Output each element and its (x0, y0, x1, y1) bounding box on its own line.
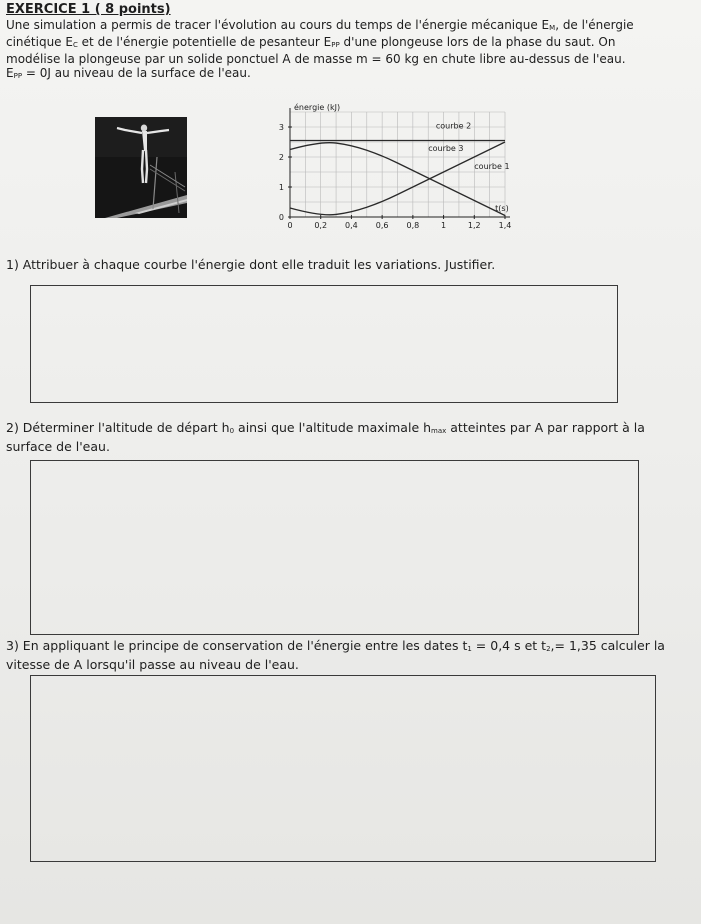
x-tick-label: 1 (441, 221, 447, 230)
question-text: = 0,4 s et t (471, 638, 547, 653)
x-tick-label: 0,8 (406, 221, 420, 230)
question-2 (6, 420, 696, 454)
intro-text: = 0J au niveau de la surface de l'eau. (22, 66, 251, 80)
intro-text: et de l'énergie potentielle de pesanteur E (77, 35, 332, 49)
subscript: 2 (546, 645, 551, 653)
intro-text: Une simulation a permis de tracer l'évolution au cours du temps de l'énergie mécanique E (6, 18, 550, 32)
question-text: ,= 1,35 calculer la (550, 638, 665, 653)
question-2-line-1 (6, 420, 696, 439)
series-label-3: courbe 3 (428, 144, 464, 153)
x-tick-label: 0,6 (375, 221, 389, 230)
exercise-intro (6, 18, 696, 83)
series-label-1: courbe 1 (474, 162, 510, 171)
intro-line-2 (6, 35, 696, 52)
intro-line-3: modélise la plongeuse par un solide ponctuel A de masse m = 60 kg en chute libre au-dessus de l'eau. (6, 52, 626, 66)
answer-box-1[interactable] (30, 285, 618, 403)
question-1: 1) Attribuer à chaque courbe l'énergie dont elle traduit les variations. Justifier. (6, 257, 496, 272)
energy-chart (262, 96, 522, 232)
diver-illustration (95, 117, 187, 218)
x-tick-label: 0,2 (314, 221, 328, 230)
y-axis-label: énergie (kJ) (294, 103, 341, 112)
y-tick-label: 3 (278, 123, 284, 132)
subscript: 0 (229, 427, 235, 435)
intro-text: E (6, 66, 14, 80)
intro-text: cinétique E (6, 35, 73, 49)
question-3 (6, 638, 696, 672)
answer-box-2[interactable] (30, 460, 639, 635)
x-tick-label: 0 (287, 221, 293, 230)
diver-photo (95, 117, 187, 218)
x-tick-label: 1,2 (467, 221, 481, 230)
chart-grid (290, 112, 505, 217)
subscript: 1 (467, 645, 472, 653)
exercise-title: EXERCICE 1 ( 8 points) (6, 2, 171, 17)
y-tick-label: 0 (278, 213, 284, 222)
y-tick-label: 1 (278, 183, 284, 192)
subscript: max (431, 427, 447, 435)
question-text: 3) En appliquant le principe de conservation de l'énergie entre les dates t (6, 638, 468, 653)
intro-text: , de l'énergie (555, 18, 634, 32)
question-text: ainsi que l'altitude maximale h (234, 420, 432, 435)
question-text: atteintes par A par rapport à la (446, 420, 645, 435)
intro-text: d'une plongeuse lors de la phase du saut. On (339, 35, 616, 49)
y-tick-label: 2 (278, 153, 284, 162)
intro-line-4 (6, 66, 696, 83)
subscript: C (72, 41, 78, 49)
subscript: PP (331, 41, 340, 49)
series-label-2: courbe 2 (435, 121, 472, 131)
x-axis-label: t(s) (495, 204, 509, 213)
subscript: PP (13, 72, 23, 80)
answer-box-3[interactable] (30, 675, 656, 862)
question-2-line-2: surface de l'eau. (6, 439, 110, 454)
x-tick-label: 0,4 (345, 221, 358, 230)
x-tick-label: 1,4 (498, 221, 512, 230)
question-text: 2) Déterminer l'altitude de départ h (6, 420, 230, 435)
question-3-line-1 (6, 638, 696, 657)
subscript: M (549, 24, 556, 32)
chart-labels (279, 102, 511, 230)
intro-line-1 (6, 18, 696, 35)
question-3-line-2: vitesse de A lorsqu'il passe au niveau de l'eau. (6, 657, 299, 672)
